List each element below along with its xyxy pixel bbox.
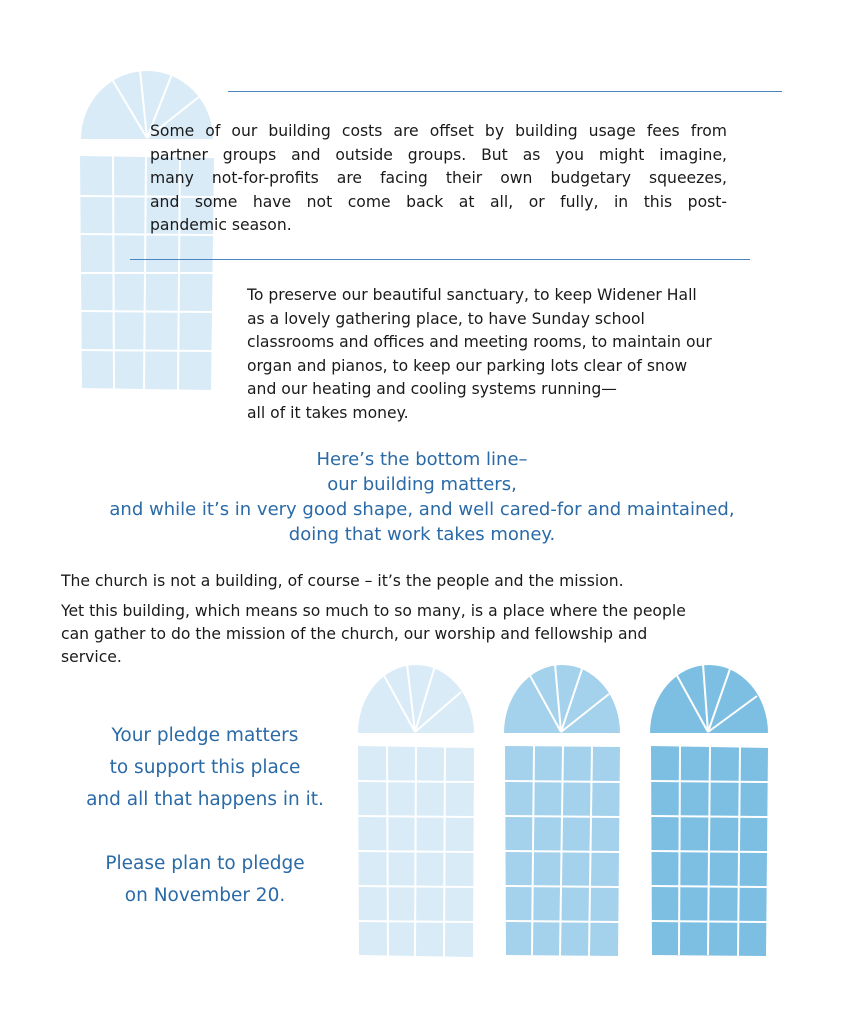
mission-line: Yet this building, which means so much to so many, is a place where the people bbox=[61, 602, 686, 620]
preserve-line: all of it takes money. bbox=[247, 403, 409, 422]
intro-paragraph bbox=[150, 120, 727, 238]
intro-line: Some of our building costs are offset by building usage fees from bbox=[150, 122, 727, 140]
pledge-line: to support this place bbox=[109, 757, 301, 778]
preserve-line: and our heating and cooling systems running— bbox=[247, 380, 617, 398]
bottom-line-headline bbox=[30, 447, 814, 547]
window-arch bbox=[650, 665, 768, 733]
preserve-line: classrooms and offices and meeting rooms, to maintain our bbox=[247, 333, 712, 351]
arched-window-medium bbox=[503, 662, 621, 958]
pledge-line: Please plan to pledge bbox=[105, 853, 305, 874]
preserve-line: organ and pianos, to keep our parking lots clear of snow bbox=[247, 356, 688, 375]
preserve-line: To preserve our beautiful sanctuary, to keep Widener Hall bbox=[247, 286, 697, 304]
preserve-line: as a lovely gathering place, to have Sunday school bbox=[247, 309, 645, 328]
headline-line: doing that work takes money. bbox=[288, 524, 556, 545]
pledge-line: and all that happens in it. bbox=[86, 789, 324, 810]
pledge-line: Your pledge matters bbox=[111, 725, 299, 746]
headline-line: and while it’s in very good shape, and well cared-for and maintained, bbox=[109, 499, 735, 520]
mission-line-1: The church is not a building, of course – it’s the people and the mission. bbox=[61, 572, 624, 590]
top-divider-line bbox=[228, 91, 782, 92]
mission-line: service. bbox=[61, 648, 122, 666]
middle-divider-line bbox=[130, 259, 750, 260]
arched-window-light bbox=[357, 662, 475, 958]
mission-paragraph bbox=[61, 600, 801, 669]
pledge-call-to-action bbox=[40, 720, 370, 912]
intro-line: pandemic season. bbox=[150, 216, 292, 234]
pledge-line: on November 20. bbox=[124, 885, 286, 906]
headline-line: our building matters, bbox=[327, 474, 517, 495]
headline-line: Here’s the bottom line– bbox=[316, 449, 528, 470]
pledge-line-spacer bbox=[40, 816, 370, 848]
preserve-paragraph bbox=[247, 284, 787, 425]
intro-line: partner groups and outside groups. But as you might imagine, bbox=[150, 145, 727, 164]
mission-statement bbox=[61, 570, 791, 594]
arched-window-dark bbox=[649, 662, 769, 958]
intro-line: many not-for-profits are facing their own budgetary squeezes, bbox=[150, 169, 727, 187]
intro-line: and some have not come back at all, or fully, in this post- bbox=[150, 192, 727, 211]
mission-line: can gather to do the mission of the church, our worship and fellowship and bbox=[61, 625, 648, 643]
window-arch bbox=[358, 665, 474, 733]
